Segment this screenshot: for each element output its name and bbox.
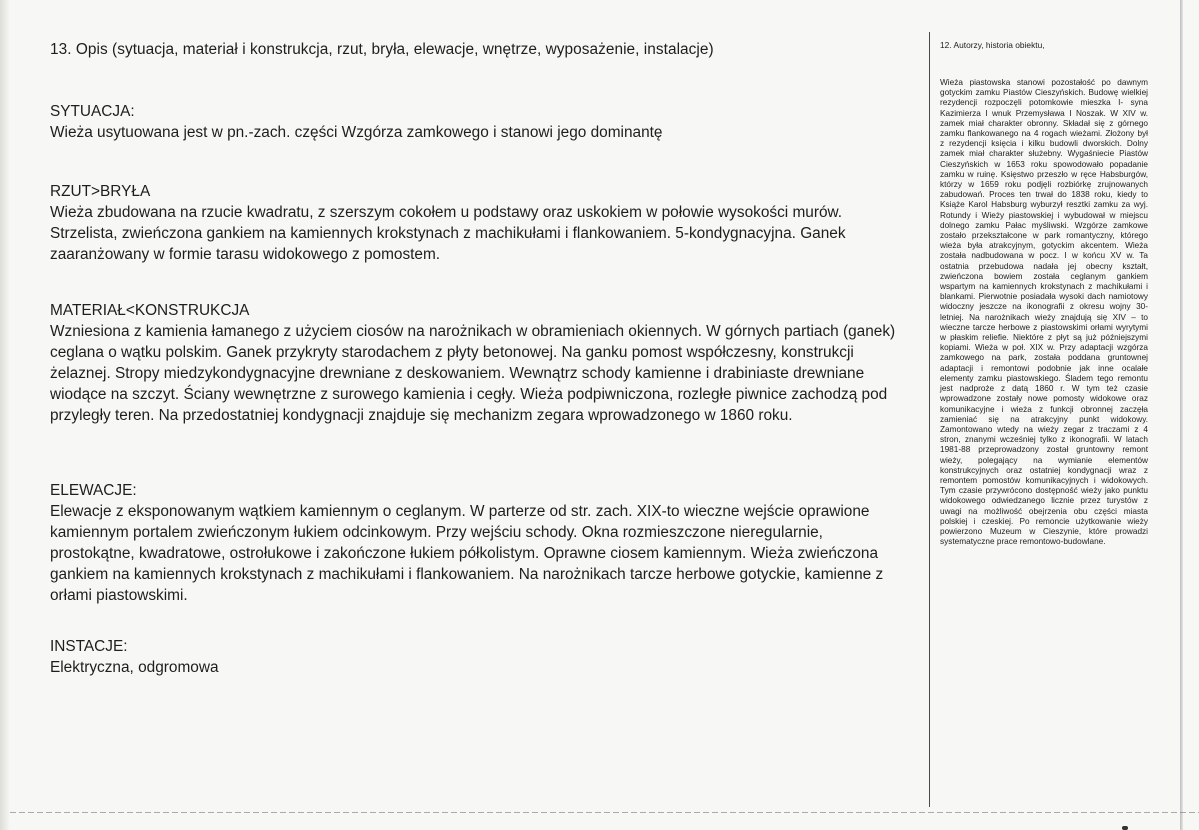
installations-label: INSTACJE: bbox=[50, 638, 128, 655]
situation-section bbox=[50, 101, 910, 143]
history-text: Wieża piastowska stanowi pozostałość po dawnym gotyckim zamku Piastów Cieszyńskich. Budowę wielkiej rezydencji rozpoczęli potomkowie mieszka I- syna Kazimierza I wnuk Przemysława I Noszak. W XIV w. zamek miał charakter obronny. Składał się z górnego zamku flankowanego na 4 rogach wieżami. Złożony był z rezydencji księcia i kilku budowli dworskich. Dolny zamek miał charakter służebny. Wygaśniecie Piastów Cieszyńskich w 1653 roku spowodowało popadanie zamku w ruinę. Księstwo przeszło w ręce Habsburgów, którzy w 1659 roku podjęli rozbiórkę zrujnowanych zabudowań. Proces ten trwał do 1838 roku, kiedy to Książe Karol Habsburg wyburzył resztki zamku za wyj. Rotundy i Wieży piastowskiej i wybudował w miejscu dolnego zamku Pałac myśliwski. Wzgórze zamkowe zostało przekształcone w park romantyczny, którego wieża była atrakcyjnym, gotyckim akcentem. Wieża została nadbudowana w pocz. I w końcu XV w. Ta ostatnia przebudowa nadała jej obecny kształt, zwieńczona bowiem została ceglanym gankiem wspartym na kamiennych krokstynach z machikułami i blankami. Pierwotnie posiadała wysoki dach namiotowy widoczny jeszcze na ikonografii z okresu wojny 30-letniej. Na narożnikach wieży znajdują się XIV – to wieczne tarcze herbowe z piastowskimi orłami wyrytymi w płaskim reliefie. Niektóre z płyt są już późniejszymi kopiami. Wieża w poł. XIX w. Przy adaptacji wzgórza zamkowego na park, została poddana gruntownej adaptacji i remontowi podobnie jak inne ocalałe elementy zamku piastowskiego. Śladem tego remontu jest nadproże z datą 1860 r. W tym też czasie wprowadzone zostały nowe pomosty widokowe oraz komunikacyjne i wieża z funkcji obronnej zaczęła zamieniać się na atrakcyjny punkt widokowy. Zamontowano wtedy na wieży zegar z traczami z 4 stron, znanymi wcześniej tylko z ikonografii. W latach 1981-88 przeprowadzony został gruntowny remont wieży, polegający na wymianie elementów konstrukcyjnych oraz ostatniej kondygnacji wraz z remontem pomostów komunikacyjnych i widokowych. Tym czasie przywrócono dostępność wieży jako punktu widokowego odwiedzanego licznie przez turystów z uwagi na możliwość obejrzenia obu części miasta polskiej i czeskiej. Po remoncie użytkowanie wieży powierzono Muzeum w Cieszynie, które prowadzi systematyczne prace remontowo-budowlane. bbox=[940, 78, 1148, 547]
situation-text: Wieża usytuowana jest w pn.-zach. części Wzgórza zamkowego i stanowi jego dominantę bbox=[50, 124, 663, 141]
plan-massing-label: RZUT>BRYŁA bbox=[50, 183, 151, 200]
installations-text: Elektryczna, odgromowa bbox=[50, 659, 219, 676]
plan-massing-section bbox=[50, 181, 910, 265]
history-column bbox=[940, 40, 1148, 547]
situation-label: SYTUACJA: bbox=[50, 103, 135, 120]
scan-edge bbox=[0, 0, 10, 830]
elevations-section bbox=[50, 480, 910, 606]
material-construction-text: Wzniesiona z kamienia łamanego z użyciem ciosów na narożnikach w obramieniach okiennych. W górnych partiach (ganek) ceglana o wątku polskim. Ganek przykryty starodachem z płyty betonowej. Na ganku pomost współczesny, konstrukcji żelaznej. Stropy miedzykondygnacyjne drewniane z deskowaniem. Wewnątrz schody kamienne i drabiniaste drewniane wiodące na szczyt. Ściany wewnętrzne z surowego kamienia i cegły. Wieża podpiwniczona, rozległe piwnice zachodzą pod przyległy teren. Na przedostatniej kondygnacji znajduje się mechanizm zegara wprowadzonego w 1860 roku. bbox=[50, 323, 896, 424]
column-divider bbox=[929, 32, 930, 807]
installations-section bbox=[50, 636, 910, 678]
bottom-rule bbox=[10, 812, 1199, 813]
section-12-heading: 12. Autorzy, historia obiektu, bbox=[940, 40, 1045, 50]
elevations-text: Elewacje z eksponowanym wątkiem kamiennym o ceglanym. W parterze od str. zach. XIX-to wieczne wejście oprawione kamiennym portalem zwieńczonym łukiem odcinkowym. Przy wejściu schody. Okna rozmieszczone nieregularnie, prostokątne, kwadratowe, ostrołukowe i zakończone łukiem półkolistym. Oprawne ciosem kamiennym. Wieża zwieńczona gankiem na kamiennych krokstynach z machikułami i flankowaniem. Na narożnikach tarcze herbowe gotyckie, kamienne z orłami piastowskimi. bbox=[50, 503, 884, 604]
scan-mark bbox=[1122, 826, 1128, 830]
material-construction-section bbox=[50, 300, 910, 426]
scan-right-edge bbox=[1180, 0, 1183, 830]
material-construction-label: MATERIAŁ<KONSTRUKCJA bbox=[50, 302, 250, 319]
elevations-label: ELEWACJE: bbox=[50, 482, 137, 499]
section-13-heading: 13. Opis (sytuacja, materiał i konstrukcja, rzut, bryła, elewacje, wnętrze, wyposażenie, instalacje) bbox=[50, 41, 714, 58]
description-column bbox=[50, 40, 910, 676]
plan-massing-text: Wieża zbudowana na rzucie kwadratu, z szerszym cokołem u podstawy oraz uskokiem w połowie wysokości murów. Strzelista, zwieńczona gankiem na kamiennych krokstynach z machikułami i flankowaniem. 5-kondygnacyjna. Ganek zaaranżowany w formie tarasu widokowego z pomostem. bbox=[50, 204, 846, 263]
